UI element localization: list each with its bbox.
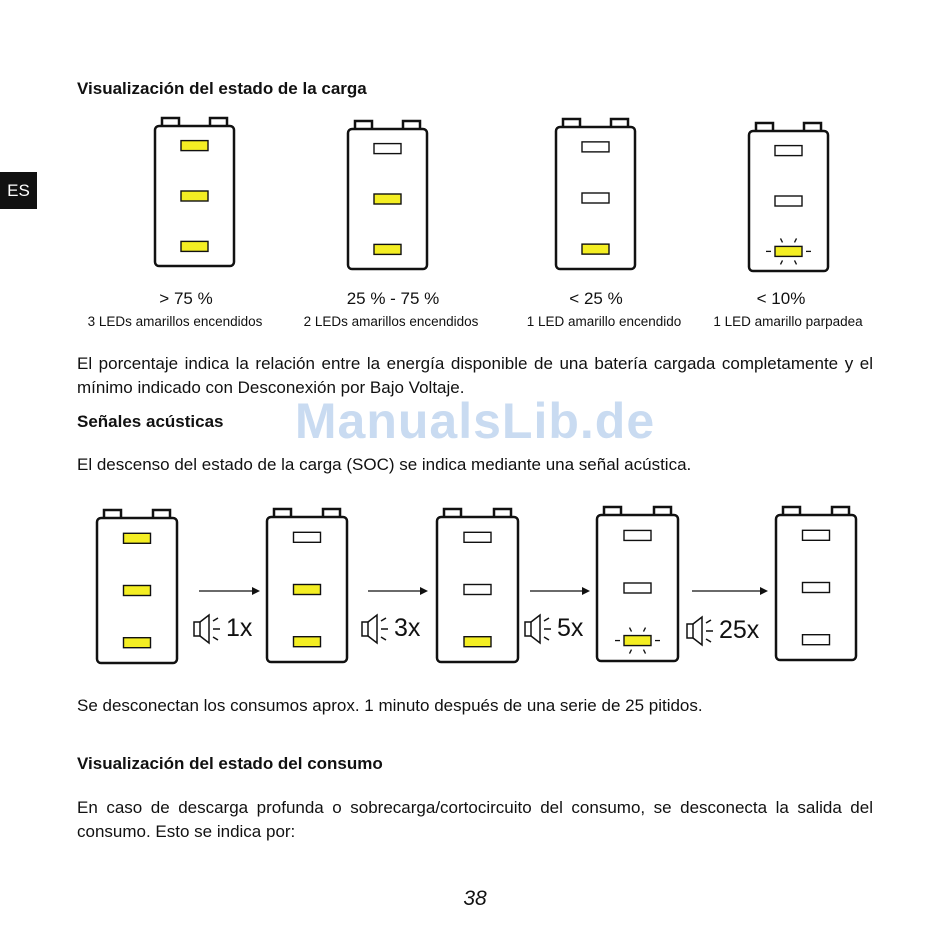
led-indicator (294, 637, 321, 647)
battery-icon (749, 123, 828, 271)
led-indicator (181, 191, 208, 201)
sound-wave (381, 618, 386, 621)
led-indicator (374, 144, 401, 154)
speaker-icon (194, 615, 220, 643)
level-caption: 1 LED amarillo encendido (526, 314, 682, 329)
led-indicator (803, 635, 830, 645)
led-indicator (464, 585, 491, 595)
sound-wave (706, 620, 711, 623)
level-caption: 2 LEDs amarillos encendidos (303, 314, 479, 329)
led-indicator (582, 244, 609, 254)
led-indicator (624, 583, 651, 593)
arrow-head (420, 587, 428, 595)
led-indicator (181, 241, 208, 251)
sound-wave (213, 637, 218, 640)
arrow-head (582, 587, 590, 595)
charge-status-heading: Visualización del estado de la carga (77, 79, 367, 98)
beep-count: 5x (557, 614, 584, 642)
led-indicator (464, 532, 491, 542)
led-indicator (464, 637, 491, 647)
arrow-icon (692, 587, 768, 595)
battery-icon (437, 509, 518, 662)
sound-wave (706, 639, 711, 642)
level-percent: 25 % - 75 % (346, 289, 440, 308)
speaker-box (687, 624, 693, 638)
arrow-head (252, 587, 260, 595)
sound-wave (544, 618, 549, 621)
acoustic-paragraph: El descenso del estado de la carga (SOC) se indica mediante una señal acústica. (77, 455, 692, 474)
level-caption: 1 LED amarillo parpadea (713, 314, 863, 329)
sound-wave (213, 618, 218, 621)
arrow-head (760, 587, 768, 595)
beep-count: 1x (226, 614, 253, 642)
sound-wave (381, 637, 386, 640)
led-indicator (294, 585, 321, 595)
speaker-cone (693, 617, 702, 645)
led-indicator (124, 638, 151, 648)
led-indicator (124, 533, 151, 543)
led-indicator (775, 246, 802, 256)
led-indicator (803, 583, 830, 593)
speaker-cone (200, 615, 209, 643)
led-indicator (294, 532, 321, 542)
charge-explanation-paragraph: El porcentaje indica la relación entre la energía disponible de una batería cargada completamente y el mínimo indicado con Desconexión por Bajo Voltaje. (77, 354, 873, 397)
led-indicator (374, 194, 401, 204)
battery-icon (597, 507, 678, 661)
level-percent: < 25 % (569, 289, 623, 308)
watermark: ManualsLib.de (294, 393, 656, 449)
battery-icon (155, 118, 234, 266)
arrow-icon (530, 587, 590, 595)
language-tab: ES (0, 172, 37, 209)
level-caption: 3 LEDs amarillos encendidos (87, 314, 263, 329)
led-indicator (803, 530, 830, 540)
disconnect-paragraph: Se desconectan los consumos aprox. 1 minuto después de una serie de 25 pitidos. (77, 696, 703, 715)
speaker-cone (368, 615, 377, 643)
speaker-cone (531, 615, 540, 643)
battery-icon (267, 509, 347, 662)
led-indicator (582, 193, 609, 203)
battery-icon (348, 121, 427, 269)
level-percent: < 10% (756, 289, 806, 308)
speaker-icon (525, 615, 551, 643)
arrow-icon (199, 587, 260, 595)
led-indicator (124, 586, 151, 596)
speaker-icon (362, 615, 388, 643)
battery-icon (97, 510, 177, 663)
led-indicator (624, 530, 651, 540)
arrow-icon (368, 587, 428, 595)
speaker-box (525, 622, 531, 636)
led-indicator (374, 244, 401, 254)
led-indicator (582, 142, 609, 152)
led-indicator (775, 196, 802, 206)
speaker-box (194, 622, 200, 636)
beep-count: 25x (719, 616, 760, 644)
led-indicator (181, 141, 208, 151)
consumption-status-heading: Visualización del estado del consumo (77, 754, 383, 773)
sound-wave (544, 637, 549, 640)
led-indicator (775, 146, 802, 156)
speaker-box (362, 622, 368, 636)
beep-count: 3x (394, 614, 421, 642)
led-indicator (624, 636, 651, 646)
speaker-icon (687, 617, 713, 645)
battery-icon (556, 119, 635, 269)
acoustic-signals-heading: Señales acústicas (77, 412, 224, 431)
battery-icon (776, 507, 856, 660)
consumption-paragraph: En caso de descarga profunda o sobrecarga/cortocircuito del consumo, se desconecta la salida del consumo. Esto se indica por: (77, 798, 873, 841)
level-percent: > 75 % (159, 289, 213, 308)
page-number: 38 (463, 887, 487, 910)
